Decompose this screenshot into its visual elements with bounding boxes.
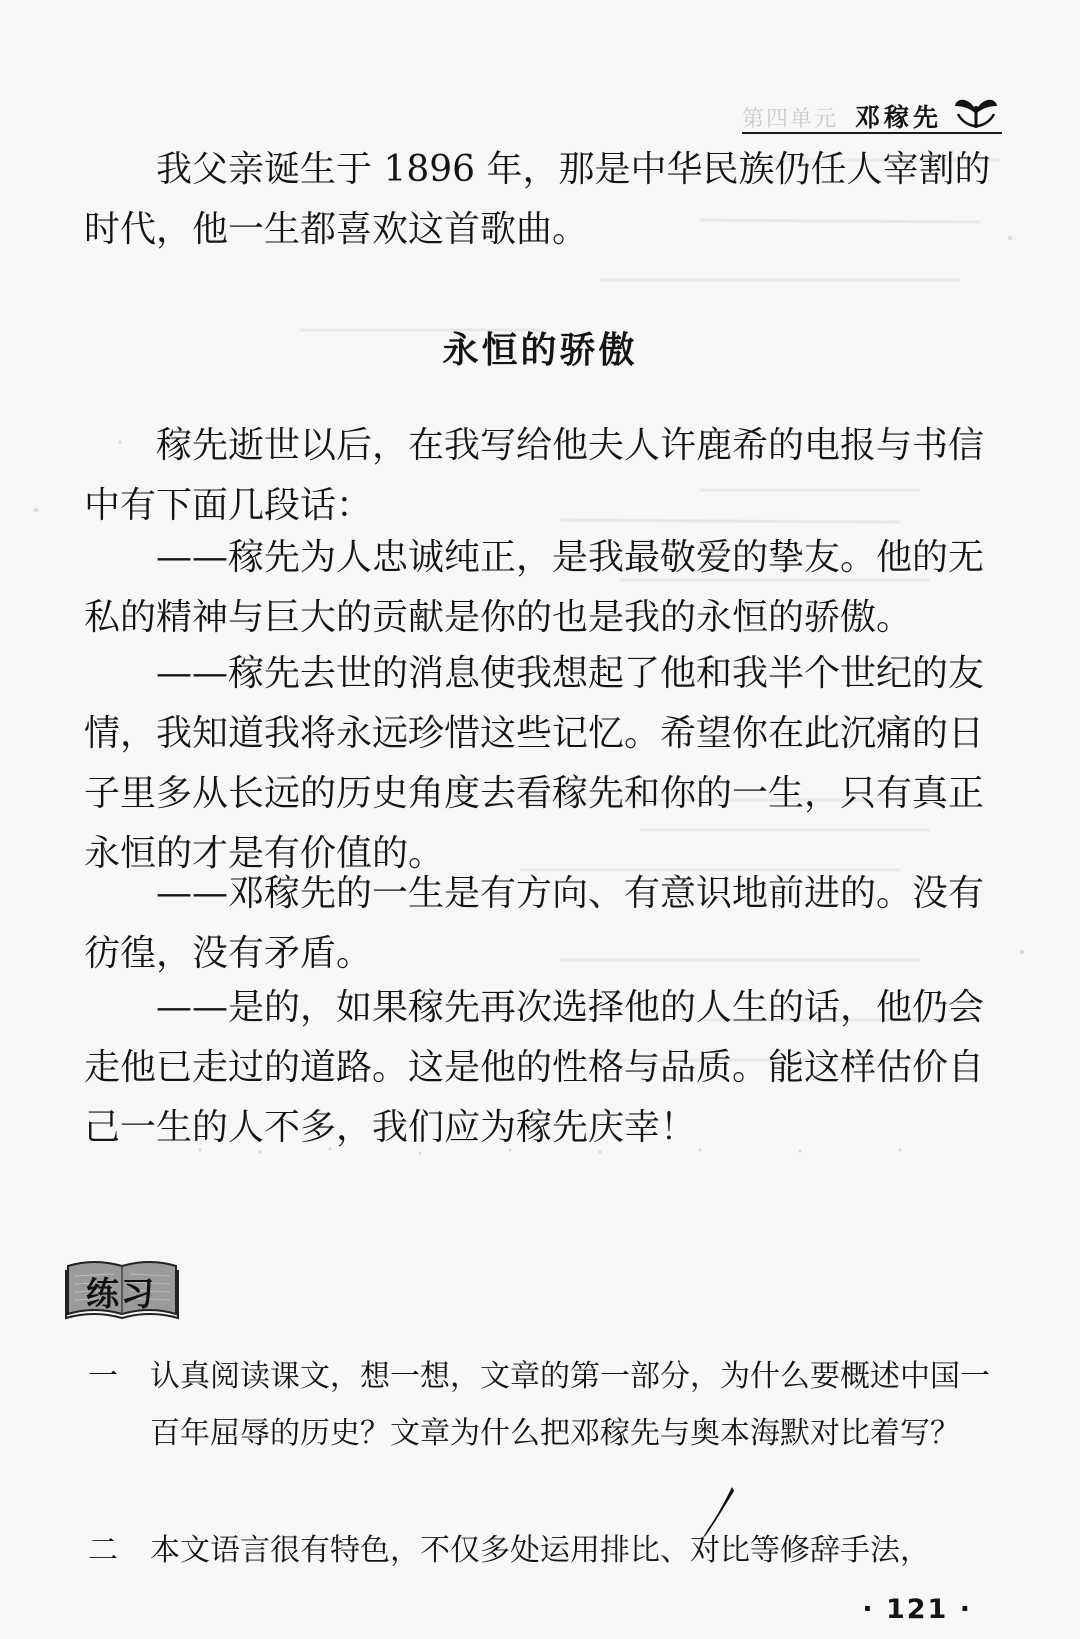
question-text: 本文语言很有特色，不仅多处运用排比、对比等修辞手法， [150,1533,930,1568]
paragraph-4: ——邓稼先的一生是有方向、有意识地前进的。没有彷徨，没有矛盾。 [84,873,985,974]
section-title: 永恒的骄傲 [442,329,638,371]
paragraph-intro: 我父亲诞生于 1896 年，那是中华民族仍任人宰割的时代，他一生都喜欢这首歌曲。 [84,149,991,250]
question-number: 一 [88,1359,118,1394]
paragraph-5: ——是的，如果稼先再次选择他的人生的话，他仍会走他已走过的道路。这是他的性格与品质。能这样估价自己一生的人不多，我们应为稼先庆幸！ [84,987,985,1148]
paragraph-1: 稼先逝世以后，在我写给他夫人许鹿希的电报与书信中有下面几段话： [84,425,985,526]
exercise-badge-label: 练习 [86,1274,156,1313]
pen-mark [698,1485,738,1545]
running-header-ghost-text: 第四单元 [742,107,839,132]
question-text: 认真阅读课文，想一想，文章的第一部分，为什么要概述中国一百年屈辱的历史？文章为什么把邓稼先与奥本海默对比着写？ [150,1359,990,1451]
running-header [742,92,1002,136]
sprout-logo-icon [952,92,1000,130]
chapter-title: 邓稼先 [854,103,942,132]
paragraph-3: ——稼先去世的消息使我想起了他和我半个世纪的友情，我知道我将永远珍惜这些记忆。希望你在此沉痛的日子里多从长远的历史角度去看稼先和你的一生，只有真正永恒的才是有价值的。 [84,653,985,874]
paragraph-2: ——稼先为人忠诚纯正，是我最敬爱的挚友。他的无私的精神与巨大的贡献是你的也是我的永恒的骄傲。 [84,537,985,638]
header-rule [742,132,1002,134]
exercise-badge [64,1256,180,1322]
question-number: 二 [88,1533,118,1568]
page-number: · 121 · [862,1594,972,1625]
